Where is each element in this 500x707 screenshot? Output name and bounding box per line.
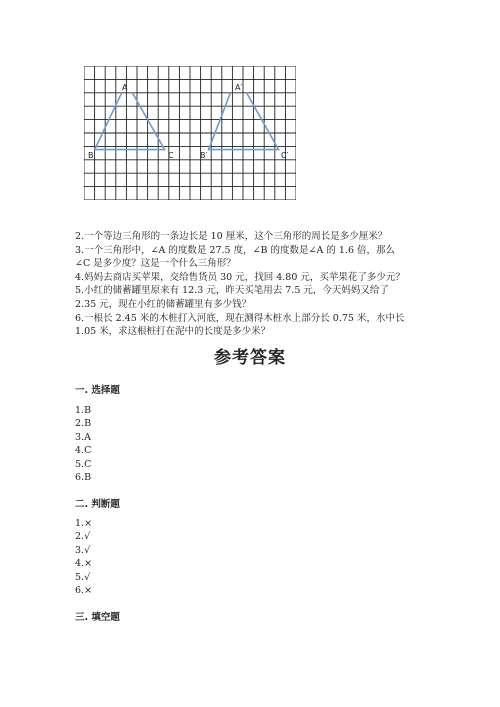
choice-answers [75,404,91,484]
triangle-abc-prime [209,93,279,150]
answers-title: 参考答案 [214,348,286,368]
label-b-prime: B′ [200,151,208,160]
answer-item: 6.× [75,585,93,597]
answer-item: 1.× [75,518,93,529]
question-line: 5.小红的储蓄罐里原来有 12.3 元，昨天买笔用去 7.5 元，今天妈妈又给了 [75,285,389,297]
question-line: 2.一个等边三角形的一条边长是 10 厘米，这个三角形的周长是多少厘米？ [75,231,388,242]
answer-item: 3.A [75,431,91,443]
label-a-prime: A′ [235,83,243,92]
question-list [75,230,435,339]
answer-item: 4.C [75,445,92,457]
question-line: 6.一根长 2.45 米的木桩打入河底，现在测得木桩水上部分长 0.75 米，水中长 [75,312,405,324]
label-c-prime: C′ [281,151,289,160]
answer-item: 5.√ [75,571,91,583]
label-b: B [88,151,94,160]
section-fill-title: 三. 填空题 [75,612,120,623]
question-line: 2.35 元，现在小红的储蓄罐里有多少钱？ [75,298,252,310]
answer-item: 3.√ [75,544,91,556]
label-a: A [122,83,128,92]
answer-item: 2.B [75,418,92,430]
question-line: 1.05 米，求这根桩打在泥中的长度是多少米？ [75,326,271,338]
answer-item: 4.× [75,558,93,570]
answer-item: 2.√ [75,531,91,543]
triangle-grid-figure [84,66,296,200]
section-judge-title: 二. 判断题 [75,499,120,510]
question-line: 4.妈妈去商店买苹果，交给售货员 30 元，找回 4.80 元，买苹果花了多少元？ [75,271,405,283]
answer-item: 5.C [75,458,92,470]
grid-lines [84,66,296,200]
section-choice-title: 一. 选择题 [75,385,120,396]
answer-item: 1.B [75,405,92,416]
answer-item: 6.B [75,472,92,484]
judge-answers [75,517,92,597]
question-line: ∠C 是多少度？这是一个什么三角形？ [75,258,236,270]
question-line: 3.一个三角形中，∠A 的度数是 27.5 度，∠B 的度数是∠A 的 1.6 倍，那么 [75,244,396,256]
label-c: C [168,151,174,160]
